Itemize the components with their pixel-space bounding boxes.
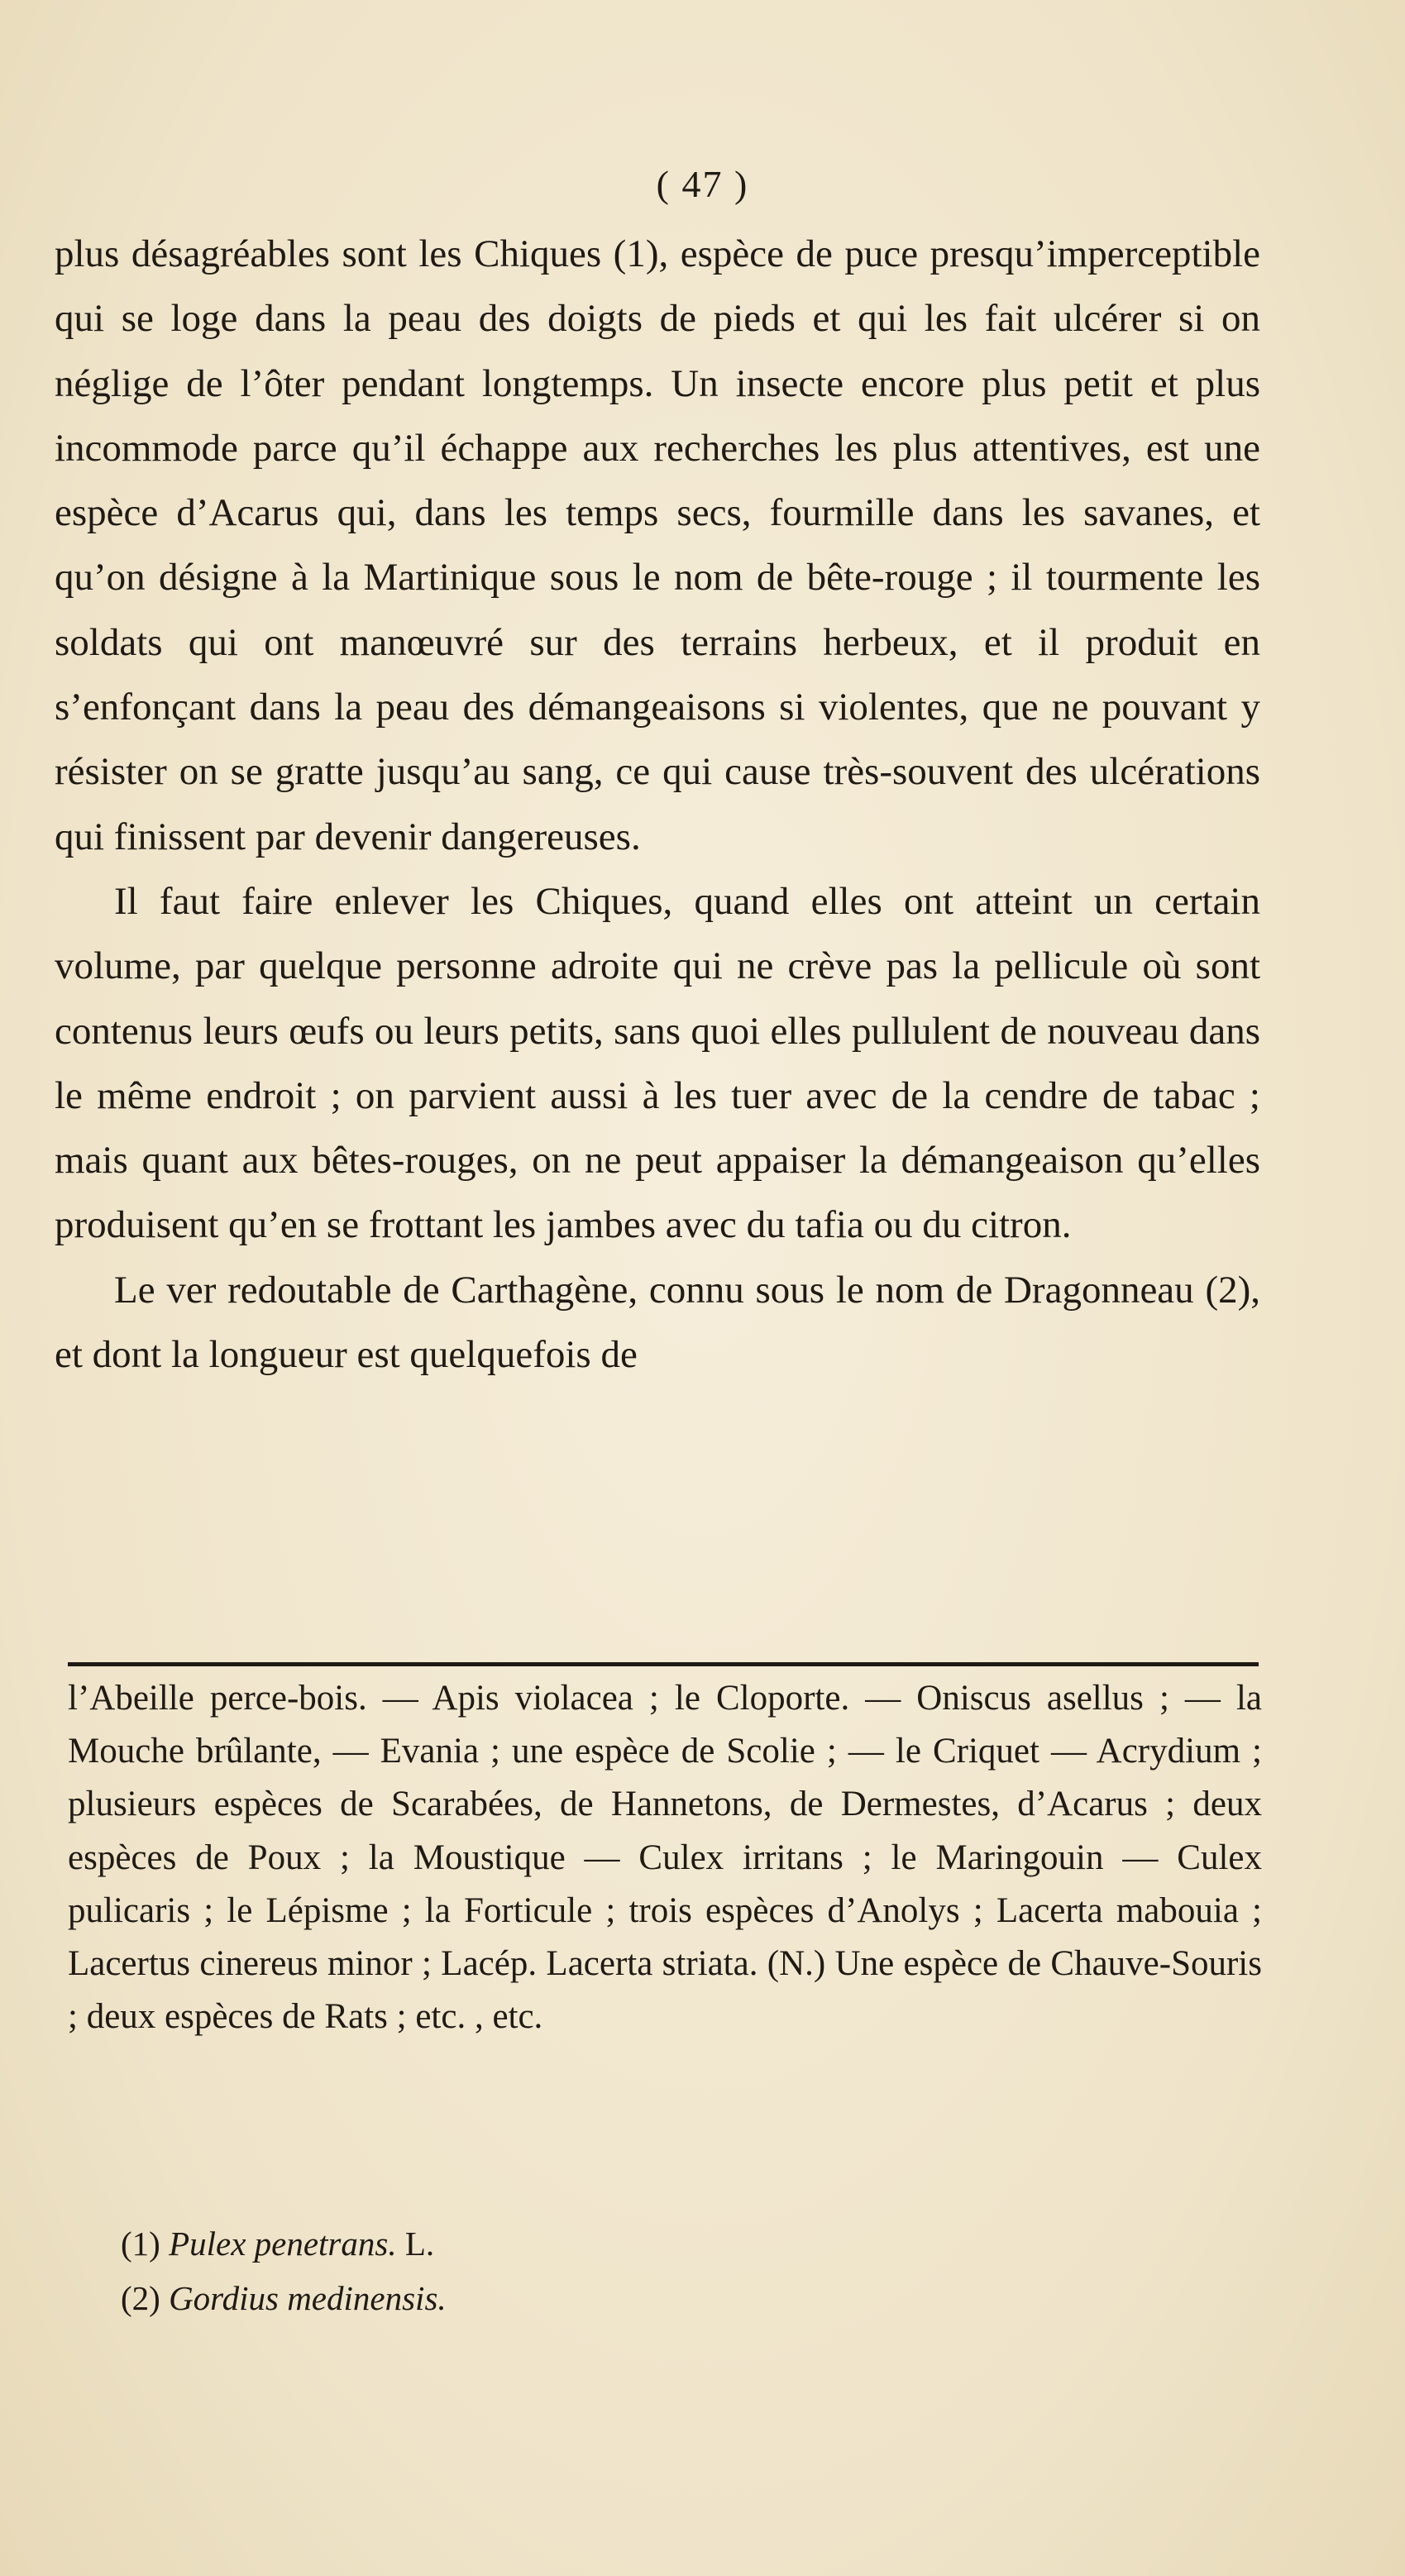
footnotes: [121, 2216, 1196, 2325]
footnote-1-text: Pulex penetrans.: [169, 2225, 397, 2263]
footnote-1-suffix: L.: [404, 2225, 435, 2263]
paragraph-chiques: plus désagréables sont les Chiques (1), espèce de puce presqu’imperceptible qui se loge dans la peau des doigts de pieds et qui les fait ulcérer si on néglige de l’ôter pendant longtemps. Un insecte encore plus petit et plus incommode parce qu’il échappe aux recherches les plus attentives, est une espèce d’Acarus qui, dans les temps secs, fourmille dans les savanes, et qu’on désigne à la Martinique sous le nom de bête-rouge ; il tourmente les soldats qui ont manœuvré sur des terrains herbeux, et il produit en s’enfonçant dans la peau des démangeaisons si violentes, que ne pouvant y résister on se gratte jusqu’au sang, ce qui cause très-souvent des ulcérations qui finissent par devenir dangereuses.: [55, 232, 1260, 858]
continued-note: [68, 1672, 1262, 2043]
paragraph-dragonneau: Le ver redoutable de Carthagène, connu sous le nom de Dragonneau (2), et dont la longueur est quelquefois de: [55, 1268, 1260, 1377]
footnote-2-marker: (2): [121, 2279, 160, 2317]
page-number: ( 47 ): [656, 163, 749, 205]
footnote-1-marker: (1): [121, 2225, 160, 2263]
continued-note-text: l’Abeille perce-bois. — Apis violacea ; le Cloporte. — Oniscus asellus ; — la Mouche brûlante, — Evania ; une espèce de Scolie ; — le Criquet — Acrydium ; plusieurs espèces de Scarabées, de Hannetons, de Dermestes, d’Acarus ; deux espèces de Poux ; la Moustique — Culex irritans ; le Maringouin — Culex pulicaris ; le Lépisme ; la Forticule ; trois espèces d’Anolys ; Lacerta mabouia ; Lacertus cinereus minor ; Lacép. Lacerta striata. (N.) Une espèce de Chauve-Souris ; deux espèces de Rats ; etc. , etc.: [68, 1679, 1262, 2037]
footnote-1: [121, 2216, 1196, 2271]
paragraph-removal: Il faut faire enlever les Chiques, quand elles ont atteint un certain volume, par quelque personne adroite qui ne crève pas la pellicule où sont contenus leurs œufs ou leurs petits, sans quoi elles pullulent de nouveau dans le même endroit ; on parvient aussi à les tuer avec de la cendre de tabac ; mais quant aux bêtes-rouges, on ne peut appaiser la démangeaison qu’elles produisent qu’en se frottant les jambes avec du tafia ou du citron.: [55, 879, 1260, 1247]
footnote-2: [121, 2271, 1196, 2325]
footnote-divider: [68, 1662, 1259, 1666]
main-text: [55, 222, 1260, 1387]
footnote-2-text: Gordius medinensis.: [169, 2279, 447, 2317]
